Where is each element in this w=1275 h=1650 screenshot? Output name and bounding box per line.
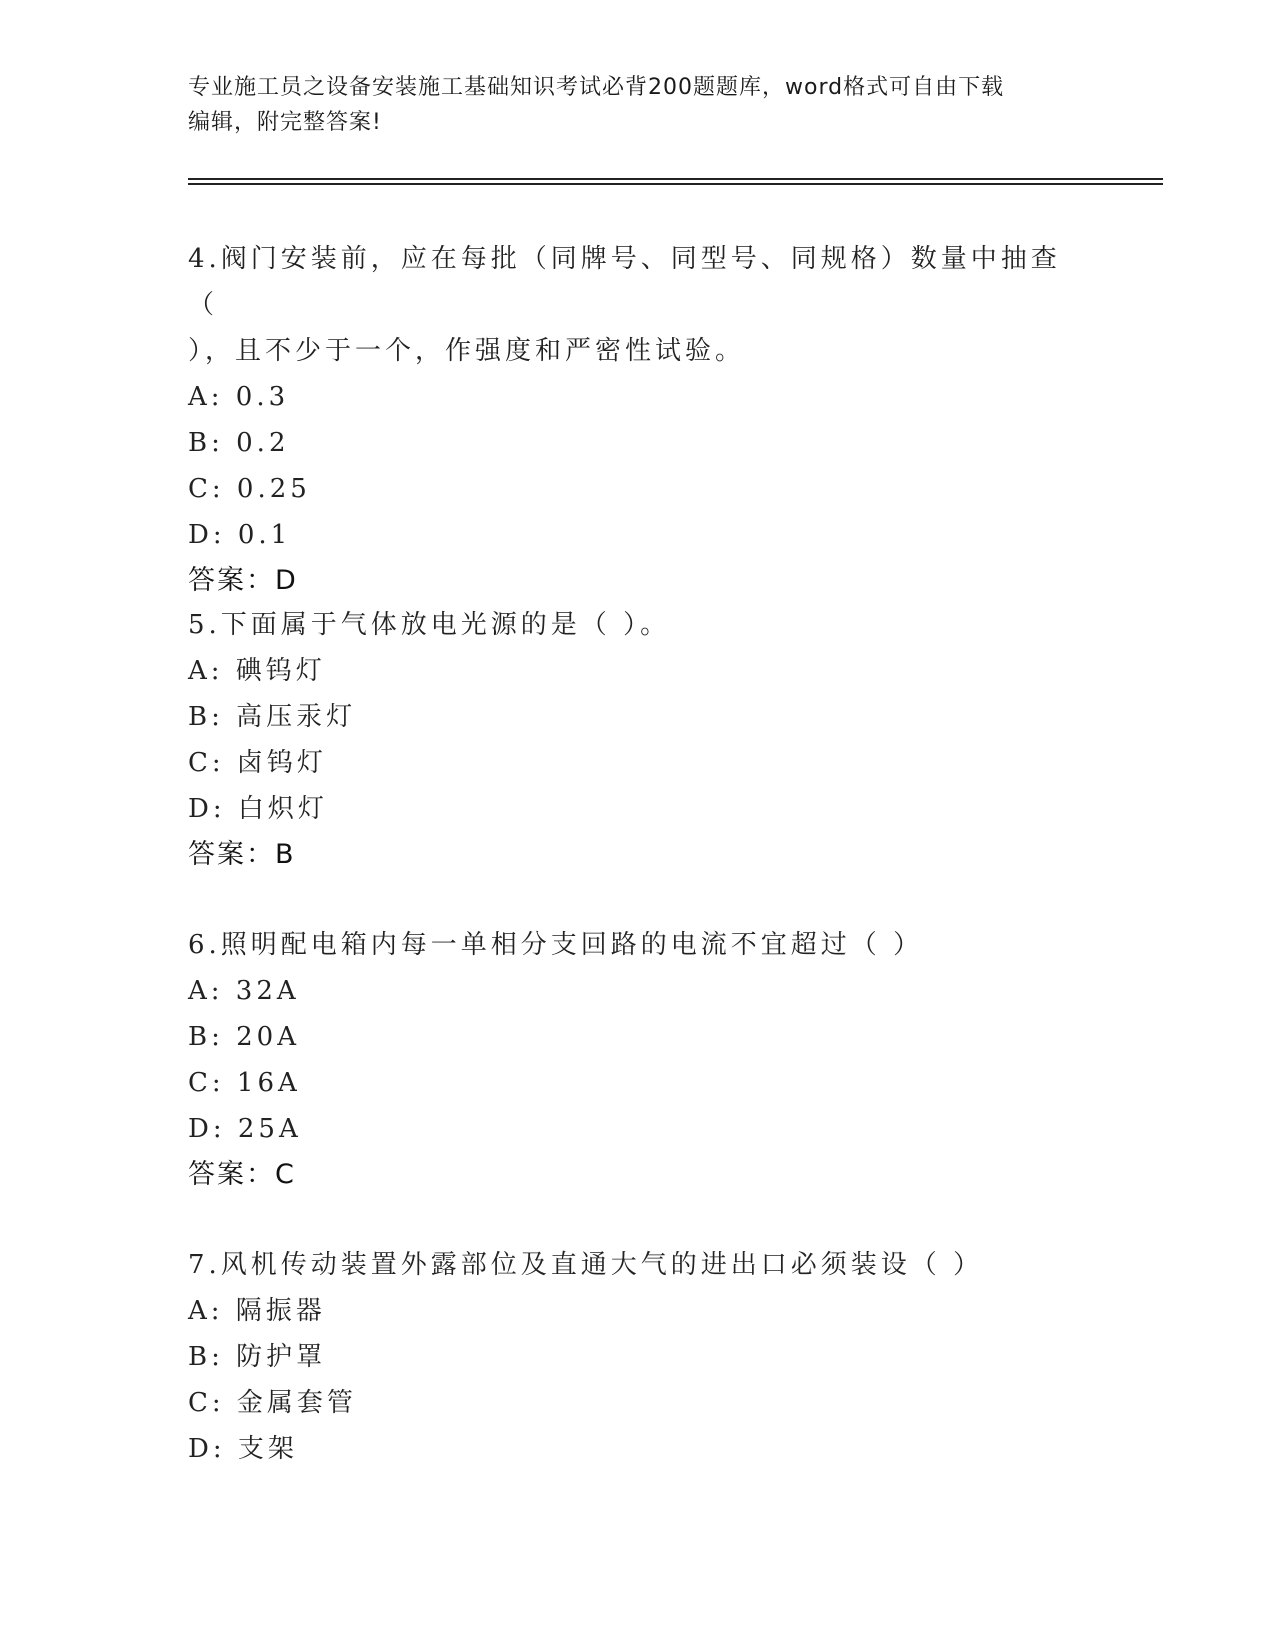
question-4 — [188, 236, 1088, 604]
question-5-option-c: C: 卤钨灯 — [188, 748, 327, 778]
question-4-text — [188, 236, 1088, 374]
question-5-option-d: D: 白炽灯 — [188, 794, 328, 824]
question-4-option-c: C: 0.25 — [188, 474, 311, 504]
question-4-option-d: D: 0.1 — [188, 520, 292, 550]
header-title-line2: 编辑，附完整答案! — [188, 110, 382, 135]
question-6-option-b: B: 20A — [188, 1022, 300, 1052]
question-5-answer: 答案：B — [188, 839, 296, 870]
question-6-option-a: A: 32A — [188, 976, 300, 1006]
question-7-text: 7.风机传动装置外露部位及直通大气的进出口必须装设（ ） — [188, 1250, 984, 1280]
question-4-line2: ），且不少于一个，作强度和严密性试验。 — [188, 336, 746, 366]
document-header — [188, 70, 1088, 140]
question-6 — [188, 922, 1088, 1198]
question-6-answer: 答案：C — [188, 1159, 296, 1190]
question-4-answer: 答案：D — [188, 565, 298, 596]
question-7-option-a: A: 隔振器 — [188, 1296, 326, 1326]
question-6-option-d: D: 25A — [188, 1114, 302, 1144]
header-divider-top — [188, 178, 1163, 180]
header-title-line1: 专业施工员之设备安装施工基础知识考试必背200题题库，word格式可自由下载 — [188, 75, 1005, 100]
question-4-option-b: B: 0.2 — [188, 428, 290, 458]
question-5-option-a: A: 碘钨灯 — [188, 656, 326, 686]
question-5-option-b: B: 高压汞灯 — [188, 702, 357, 732]
question-5-text: 5.下面属于气体放电光源的是（ ）。 — [188, 610, 671, 640]
question-7 — [188, 1242, 1088, 1472]
question-5 — [188, 602, 1088, 878]
question-4-line1: 4.阀门安装前，应在每批（同牌号、同型号、同规格）数量中抽查（ — [188, 244, 1061, 320]
question-6-option-c: C: 16A — [188, 1068, 301, 1098]
question-6-text: 6.照明配电箱内每一单相分支回路的电流不宜超过（ ） — [188, 930, 924, 960]
question-7-option-c: C: 金属套管 — [188, 1388, 357, 1418]
question-4-option-a: A: 0.3 — [188, 382, 290, 412]
question-7-option-b: B: 防护罩 — [188, 1342, 327, 1372]
question-7-option-d: D: 支架 — [188, 1434, 298, 1464]
header-divider-bottom — [188, 183, 1163, 185]
